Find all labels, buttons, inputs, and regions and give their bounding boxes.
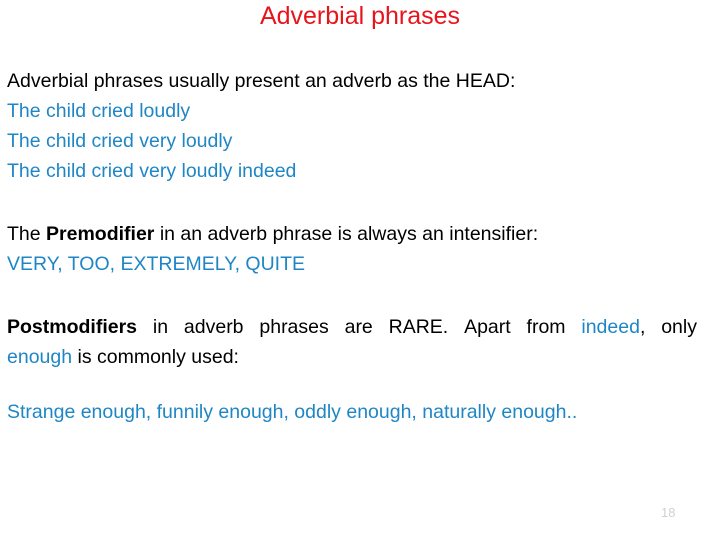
pm-word: from (526, 316, 566, 338)
postmodifiers-line-1 (7, 312, 697, 342)
indeed-comma: , (639, 316, 646, 338)
premodifier-pre: The (7, 223, 47, 245)
slide-body (7, 66, 697, 427)
intro-text: Adverbial phrases usually present an adverb as the HEAD: (7, 70, 516, 92)
pm-word: phrases (259, 316, 329, 338)
premodifier-term: Premodifier (46, 223, 155, 245)
pm-word: in (152, 316, 169, 338)
closing-examples: Strange enough, funnily enough, oddly enough, naturally enough.. (7, 401, 578, 423)
premodifier-post: in an adverb phrase is always an intensifier: (154, 223, 539, 245)
example-3: The child cried very loudly indeed (7, 160, 297, 182)
intensifier-list: VERY, TOO, EXTREMELY, QUITE (7, 253, 306, 275)
pm-word: RARE. (388, 316, 449, 338)
example-1: The child cried loudly (7, 100, 191, 122)
example-2: The child cried very loudly (7, 130, 233, 152)
postmodifiers-line-2 (7, 342, 697, 372)
slide-title: Adverbial phrases (259, 2, 461, 30)
page-number: 18 (661, 505, 676, 520)
pm-word: are (344, 316, 373, 338)
pm-word-only: only (661, 316, 697, 338)
postmodifiers-rest: is commonly used: (72, 346, 239, 368)
pm-word: adverb (183, 316, 244, 338)
postmodifiers-term: Postmodifiers (7, 316, 138, 338)
enough-word: enough (7, 346, 73, 368)
pm-word: Apart (464, 316, 511, 338)
pm-indeed-group (581, 312, 645, 342)
premodifier-text (7, 219, 697, 249)
indeed-word: indeed (581, 316, 640, 338)
